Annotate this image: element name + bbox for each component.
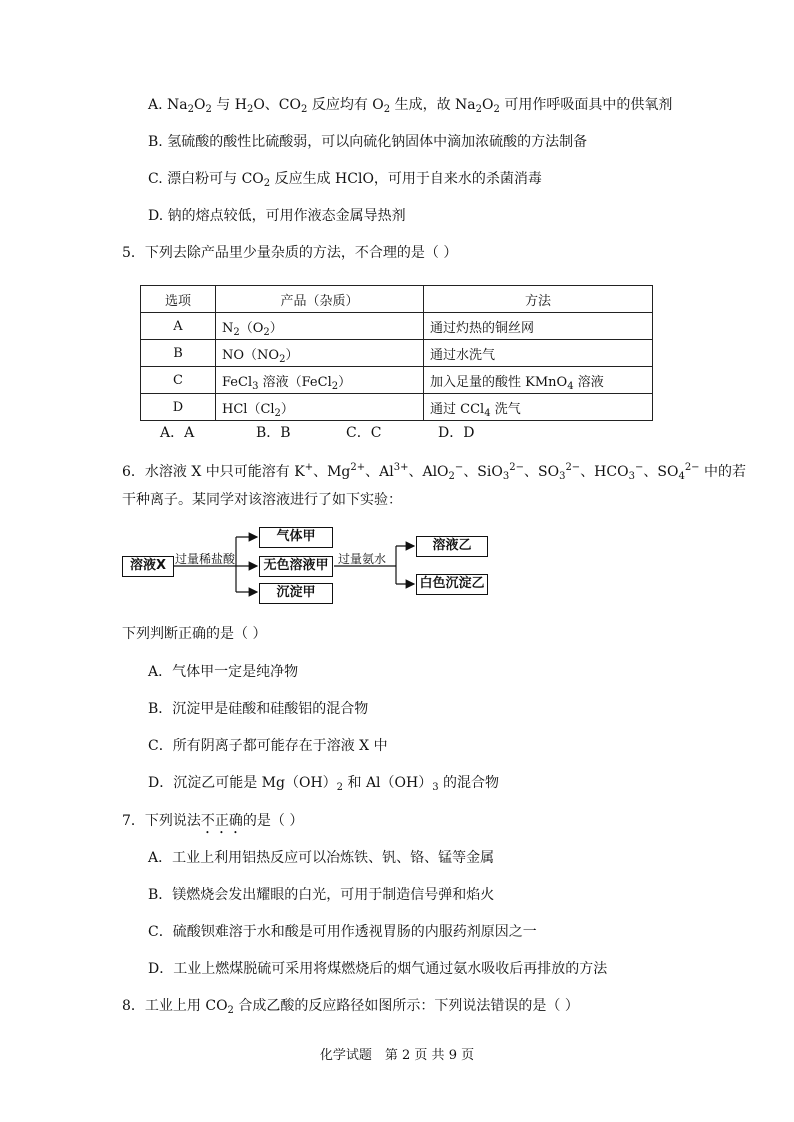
text-fragment: 8．工业上用 CO: [122, 998, 228, 1014]
superscript-text: 2+: [350, 462, 366, 473]
text-fragment: 、HCO: [580, 464, 629, 480]
superscript-text: 3+: [393, 462, 409, 473]
text-fragment: ）: [285, 347, 299, 363]
subscript-text: 4: [678, 471, 685, 482]
q7-option-d: D．工业上燃煤脱硫可采用将煤燃烧后的烟气通过氨水吸收后再排放的方法: [148, 961, 608, 977]
q4-option-b: B. 氢硫酸的酸性比硫酸弱，可以向硫化钠固体中滴加浓硫酸的方法制备: [148, 134, 588, 150]
q4-option-d: D. 钠的熔点较低，可用作液态金属导热剂: [148, 208, 406, 224]
flow-box-precipitate-b: 白色沉淀乙: [416, 574, 488, 595]
text-fragment: 通过灼热的铜丝网: [430, 320, 535, 336]
text-fragment: D．沉淀乙可能是 Mg（OH）: [148, 775, 337, 791]
subscript-text: 4: [484, 407, 491, 419]
superscript-text: 2−: [509, 462, 524, 473]
table-cell-product: [216, 394, 424, 421]
subscript-text: 3: [628, 471, 635, 482]
flow-box-solution-x: 溶液X: [122, 556, 174, 577]
flow-box-precipitate-a: 沉淀甲: [259, 583, 333, 604]
table-cell-option: B: [141, 340, 216, 367]
text-fragment: ）: [269, 320, 283, 336]
q5-choice-a: A．A: [160, 425, 195, 441]
text-fragment: 溶液（FeCl: [258, 374, 332, 390]
subscript-text: 3: [432, 782, 439, 793]
text-fragment: NO（NO: [222, 347, 280, 363]
q4-option-c: [148, 169, 542, 189]
superscript-text: −: [634, 462, 644, 473]
subscript-text: 2: [383, 104, 391, 115]
text-fragment: 6．水溶液 X 中只可能溶有 K: [122, 464, 305, 480]
text-fragment: A. Na: [148, 97, 188, 113]
text-fragment: 的混合物: [438, 775, 500, 791]
q6-stem-cont: 干种离子。某同学对该溶液进行了如下实验：: [122, 492, 402, 508]
q5-choice-c: C．C: [346, 425, 382, 441]
subscript-text: 2: [279, 353, 286, 365]
q7-option-c: C．硫酸钡难溶于水和酸是可用作透视胃肠的内服药剂原因之一: [148, 924, 537, 940]
q8-stem: [122, 996, 579, 1016]
subscript-text: 2: [263, 178, 271, 189]
q5-choice-b: B．B: [256, 425, 291, 441]
flow-label-reagent1: 过量稀盐酸: [175, 552, 236, 566]
table-row: [141, 367, 653, 394]
flow-box-solution-b: 溶液乙: [416, 536, 488, 557]
table-header: 方法: [424, 286, 653, 313]
q6-stem: [122, 462, 746, 482]
table-cell-product: [216, 340, 424, 367]
subscript-text: 2: [274, 407, 281, 419]
table-cell-product: [216, 367, 424, 394]
q6-flow-diagram: [0, 520, 794, 610]
q5-choice-d: D．D: [438, 425, 475, 441]
text-fragment: 反应均有 O: [307, 97, 384, 113]
q5-table: [140, 285, 653, 421]
subscript-text: 3: [252, 380, 259, 392]
text-fragment: O: [482, 97, 494, 113]
text-fragment: HCl（Cl: [222, 401, 275, 417]
emphasis-text: 不正确: [200, 813, 243, 829]
table-cell-method: [424, 313, 653, 340]
text-fragment: 与 H: [211, 97, 247, 113]
table-cell-method: [424, 394, 653, 421]
text-fragment: 和 Al（OH）: [343, 775, 433, 791]
superscript-text: +: [304, 462, 314, 473]
text-fragment: 、SiO: [463, 464, 503, 480]
table-row: [141, 340, 653, 367]
q6-judge: 下列判断正确的是（ ）: [122, 626, 267, 642]
text-fragment: ）: [280, 401, 294, 417]
text-fragment: 通过水洗气: [430, 347, 496, 363]
table-header: 产品（杂质）: [216, 286, 424, 313]
subscript-text: 2: [331, 380, 339, 392]
text-fragment: O、CO: [253, 97, 301, 113]
q4-option-a: [148, 95, 672, 115]
text-fragment: C. 漂白粉可与 CO: [148, 171, 264, 187]
subscript-text: 2: [246, 104, 254, 115]
text-fragment: 通过 CCl: [430, 401, 485, 417]
table-cell-method: [424, 367, 653, 394]
q6-option-d: [148, 773, 499, 793]
subscript-text: 2: [493, 104, 500, 115]
text-fragment: 可用作呼吸面具中的供氧剂: [499, 97, 673, 113]
flow-box-solution-a: 无色溶液甲: [259, 556, 333, 577]
text-fragment: 、SO: [523, 464, 560, 480]
subscript-text: 2: [233, 326, 240, 338]
q6-option-b: B．沉淀甲是硅酸和硅酸铝的混合物: [148, 701, 369, 717]
text-fragment: 、AlO: [408, 464, 449, 480]
text-fragment: 洗气: [490, 401, 521, 417]
text-fragment: 合成乙酸的反应路径如图所示：下列说法错误的是（ ）: [233, 998, 579, 1014]
text-fragment: ）: [338, 374, 352, 390]
text-fragment: 生成，故 Na: [390, 97, 476, 113]
superscript-text: 2−: [684, 462, 700, 473]
table-cell-option: A: [141, 313, 216, 340]
text-fragment: FeCl: [222, 374, 253, 390]
table-header-row: [141, 286, 653, 313]
text-fragment: 、Mg: [313, 464, 351, 480]
flow-label-reagent2: 过量氨水: [338, 552, 387, 566]
text-fragment: 的是（ ）: [242, 813, 304, 829]
q7-option-b: B．镁燃烧会发出耀眼的白光，可用于制造信号弹和焰火: [148, 887, 495, 903]
table-cell-method: [424, 340, 653, 367]
text-fragment: 加入足量的酸性 KMnO: [430, 374, 568, 390]
subscript-text: 2: [475, 104, 483, 115]
text-fragment: （O: [239, 320, 264, 336]
subscript-text: 3: [559, 471, 566, 482]
table-cell-option: D: [141, 394, 216, 421]
subscript-text: 2: [448, 471, 455, 482]
text-fragment: 反应生成 HClO，可用于自来水的杀菌消毒: [270, 171, 542, 187]
superscript-text: −: [454, 462, 464, 473]
flow-box-gas: 气体甲: [259, 527, 333, 548]
text-fragment: 、SO: [643, 464, 679, 480]
page-footer: 化学试题 第 2 页 共 9 页: [319, 1048, 475, 1063]
table-row: [141, 394, 653, 421]
subscript-text: 2: [227, 1005, 234, 1016]
text-fragment: 7．下列说法: [122, 813, 201, 829]
subscript-text: 2: [263, 326, 270, 338]
text-fragment: O: [193, 97, 206, 113]
text-fragment: 溶液: [573, 374, 604, 390]
q6-option-a: A．气体甲一定是纯净物: [148, 664, 299, 680]
table-header: 选项: [141, 286, 216, 313]
subscript-text: 2: [336, 782, 344, 793]
q7-stem: [122, 811, 303, 837]
table-cell-product: [216, 313, 424, 340]
superscript-text: 2−: [565, 462, 581, 473]
subscript-text: 2: [301, 104, 308, 115]
subscript-text: 2: [205, 104, 212, 115]
table-cell-option: C: [141, 367, 216, 394]
text-fragment: 中的若: [699, 464, 747, 480]
text-fragment: 、Al: [365, 464, 394, 480]
q5-stem: 5．下列去除产品里少量杂质的方法，不合理的是（ ）: [122, 245, 458, 261]
text-fragment: N: [222, 320, 234, 336]
table-row: [141, 313, 653, 340]
subscript-text: 3: [502, 471, 510, 482]
subscript-text: 4: [567, 380, 574, 392]
subscript-text: 2: [187, 104, 194, 115]
q6-option-c: C．所有阴离子都可能存在于溶液 X 中: [148, 738, 388, 754]
q7-option-a: A．工业上利用铝热反应可以冶炼铁、钒、铬、锰等金属: [148, 850, 495, 866]
